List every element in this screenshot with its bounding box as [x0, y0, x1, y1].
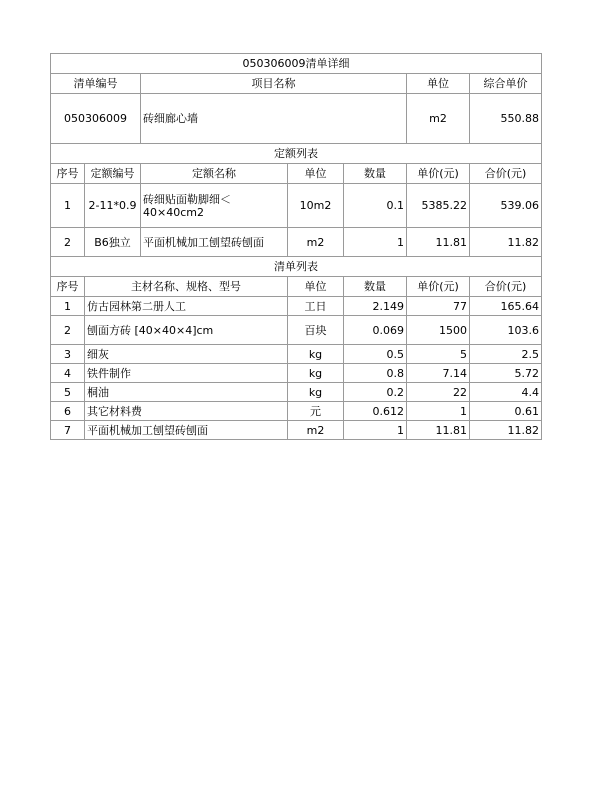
item-unit: m2	[407, 94, 470, 144]
material-unit: m2	[288, 421, 344, 440]
material-name: 刨面方砖 [40×40×4]cm	[85, 316, 288, 345]
material-index: 3	[51, 345, 85, 364]
name-header: 项目名称	[141, 74, 407, 94]
quota-col-index: 序号	[51, 164, 85, 184]
material-total: 2.5	[470, 345, 542, 364]
code-header: 清单编号	[51, 74, 141, 94]
material-col-index: 序号	[51, 277, 85, 297]
material-name: 铁件制作	[85, 364, 288, 383]
quota-section-title: 定额列表	[51, 144, 542, 164]
quota-code: B6独立	[85, 228, 141, 257]
quota-col-unit-price: 单价(元)	[407, 164, 470, 184]
table-row	[51, 421, 542, 440]
quota-col-code: 定额编号	[85, 164, 141, 184]
material-index: 5	[51, 383, 85, 402]
quota-index: 1	[51, 184, 85, 228]
material-total: 4.4	[470, 383, 542, 402]
material-qty: 0.2	[344, 383, 407, 402]
quota-qty: 0.1	[344, 184, 407, 228]
material-qty: 0.612	[344, 402, 407, 421]
material-unit-price: 22	[407, 383, 470, 402]
material-section-title: 清单列表	[51, 257, 542, 277]
price-header: 综合单价	[470, 74, 542, 94]
material-index: 4	[51, 364, 85, 383]
unit-header: 单位	[407, 74, 470, 94]
material-qty: 0.069	[344, 316, 407, 345]
quota-total: 11.82	[470, 228, 542, 257]
material-unit: kg	[288, 364, 344, 383]
quota-qty: 1	[344, 228, 407, 257]
material-unit: 百块	[288, 316, 344, 345]
quota-name: 砖细贴面勒脚细＜40×40cm2	[141, 184, 288, 228]
material-qty: 2.149	[344, 297, 407, 316]
table-row	[51, 383, 542, 402]
detail-table	[50, 53, 542, 440]
material-index: 2	[51, 316, 85, 345]
quota-unit-price: 5385.22	[407, 184, 470, 228]
material-col-total: 合价(元)	[470, 277, 542, 297]
material-name: 仿古园林第二册人工	[85, 297, 288, 316]
material-col-qty: 数量	[344, 277, 407, 297]
material-unit-price: 1	[407, 402, 470, 421]
material-col-name: 主材名称、规格、型号	[85, 277, 288, 297]
material-qty: 0.8	[344, 364, 407, 383]
table-row	[51, 297, 542, 316]
table-row	[51, 184, 542, 228]
table-row	[51, 364, 542, 383]
quota-col-name: 定额名称	[141, 164, 288, 184]
material-name: 平面机械加工刨望砖刨面	[85, 421, 288, 440]
quota-col-total: 合价(元)	[470, 164, 542, 184]
item-name: 砖细廊心墙	[141, 94, 407, 144]
table-row	[51, 345, 542, 364]
material-unit-price: 1500	[407, 316, 470, 345]
quota-index: 2	[51, 228, 85, 257]
material-total: 11.82	[470, 421, 542, 440]
quota-name: 平面机械加工刨望砖刨面	[141, 228, 288, 257]
table-row	[51, 228, 542, 257]
material-unit: kg	[288, 383, 344, 402]
material-total: 5.72	[470, 364, 542, 383]
quota-code: 2-11*0.9	[85, 184, 141, 228]
quota-unit: m2	[288, 228, 344, 257]
quota-unit-price: 11.81	[407, 228, 470, 257]
item-code: 050306009	[51, 94, 141, 144]
quota-unit: 10m2	[288, 184, 344, 228]
material-unit-price: 77	[407, 297, 470, 316]
material-unit: 元	[288, 402, 344, 421]
material-total: 165.64	[470, 297, 542, 316]
table-title: 050306009清单详细	[51, 54, 542, 74]
quota-col-qty: 数量	[344, 164, 407, 184]
table-row	[51, 402, 542, 421]
material-unit-price: 11.81	[407, 421, 470, 440]
material-name: 其它材料费	[85, 402, 288, 421]
quota-col-unit: 单位	[288, 164, 344, 184]
material-unit-price: 5	[407, 345, 470, 364]
material-qty: 0.5	[344, 345, 407, 364]
material-col-unit: 单位	[288, 277, 344, 297]
material-index: 7	[51, 421, 85, 440]
material-total: 103.6	[470, 316, 542, 345]
material-index: 6	[51, 402, 85, 421]
material-unit: kg	[288, 345, 344, 364]
quota-total: 539.06	[470, 184, 542, 228]
material-unit-price: 7.14	[407, 364, 470, 383]
material-col-unit-price: 单价(元)	[407, 277, 470, 297]
material-index: 1	[51, 297, 85, 316]
material-name: 桐油	[85, 383, 288, 402]
material-name: 细灰	[85, 345, 288, 364]
table-row	[51, 316, 542, 345]
material-qty: 1	[344, 421, 407, 440]
material-unit: 工日	[288, 297, 344, 316]
material-total: 0.61	[470, 402, 542, 421]
item-price: 550.88	[470, 94, 542, 144]
